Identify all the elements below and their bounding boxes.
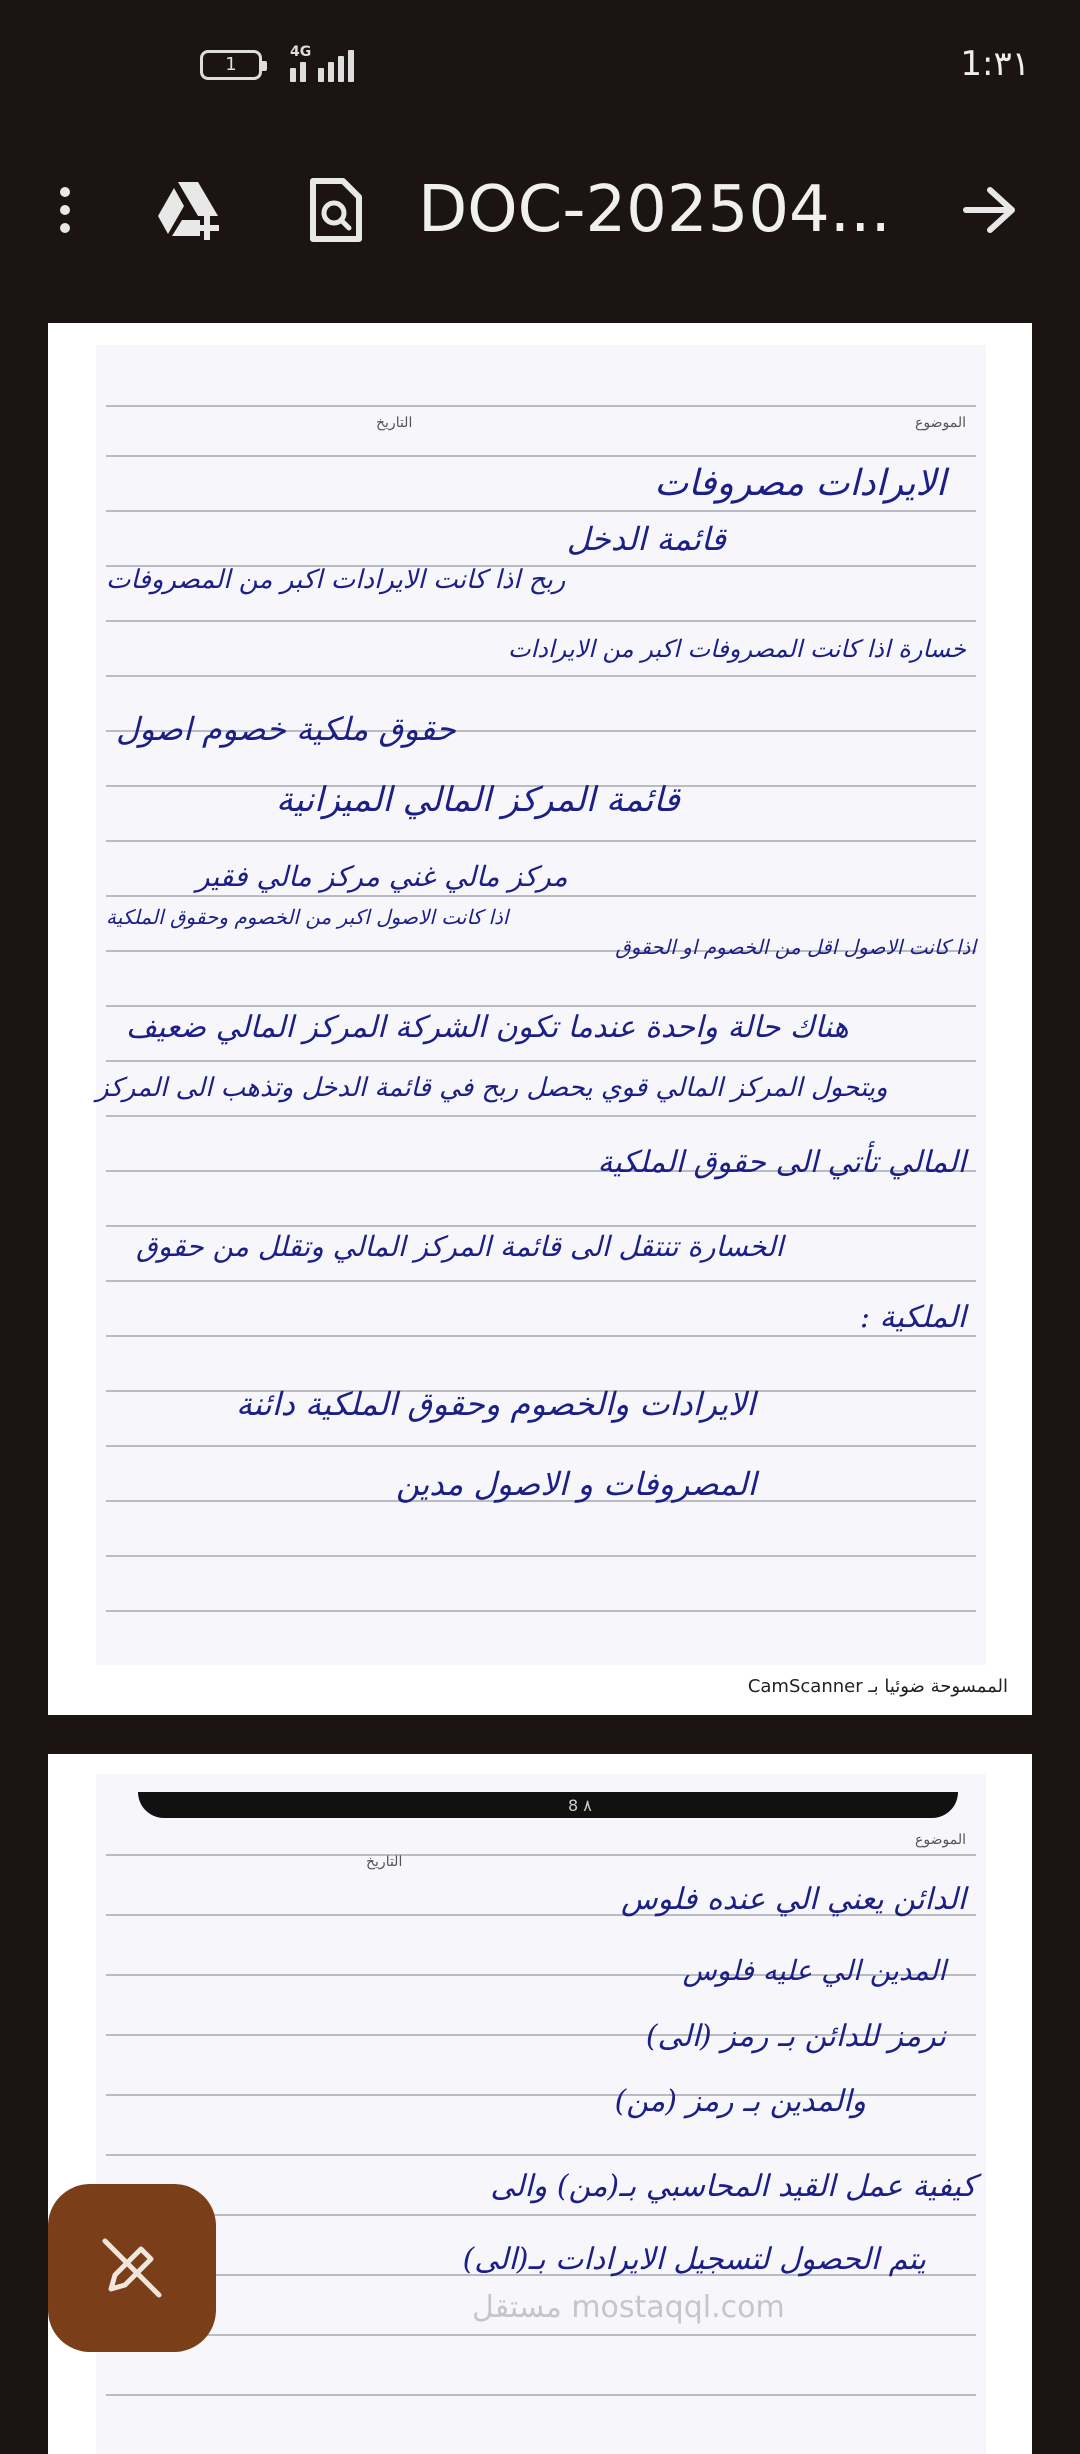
find-in-page-icon[interactable] [295, 170, 375, 250]
note-line: قائمة المركز المالي الميزانية [276, 780, 680, 820]
date-label: التاريخ [376, 415, 413, 431]
edit-off-button[interactable] [48, 2184, 216, 2352]
watermark: مستقل mostaqql.com [472, 2290, 785, 2325]
clock: 1:٣١ [960, 44, 1030, 84]
drive-add-icon[interactable] [150, 170, 230, 250]
note-line: المصروفات و الاصول مدين [396, 1465, 757, 1503]
document-page-1 [48, 323, 1032, 1715]
edit-off-icon [97, 2233, 167, 2303]
scanned-notebook-page [96, 1774, 986, 2454]
document-page-2 [48, 1754, 1032, 2454]
note-line: حقوق ملكية خصوم اصول [116, 710, 456, 748]
subject-label: الموضوع [915, 415, 966, 431]
signal-icon [286, 42, 354, 82]
note-line: اذا كانت الاصول اكبر من الخصوم وحقوق الملكية [106, 905, 509, 929]
network-label: 4G [290, 44, 312, 60]
note-line: ربح اذا كانت الايرادات اكبر من المصروفات [106, 565, 566, 595]
date-label: التاريخ [366, 1854, 403, 1870]
document-title: DOC-202504... [418, 173, 891, 247]
note-line: هناك حالة واحدة عندما تكون الشركة المركز المالي ضعيف [126, 1010, 849, 1045]
page-number: 8 ٨ [568, 1796, 592, 1815]
scanned-notebook-page [96, 345, 986, 1665]
top-app-bar [0, 130, 1080, 290]
note-line: والمدين بـ رمز (من) [614, 2084, 866, 2119]
battery-level: 1 [225, 54, 237, 75]
note-line: اذا كانت الاصول اقل من الخصوم او الحقوق [615, 935, 976, 959]
note-line: المدين الي عليه فلوس [682, 1954, 946, 1987]
camscanner-note: الممسوحة ضوئيا بـ CamScanner [747, 1676, 1008, 1697]
note-line: مركز مالي غني مركز مالي فقير [196, 860, 568, 893]
note-line: قائمة الدخل [566, 520, 726, 558]
note-line: كيفية عمل القيد المحاسبي بـ(من) والى [490, 2169, 976, 2204]
subject-label: الموضوع [915, 1832, 966, 1848]
scan-edge [138, 1792, 958, 1818]
note-line: نرمز للدائن بـ رمز (الى) [645, 2019, 946, 2054]
kebab-menu-icon[interactable] [25, 170, 105, 250]
arrow-right-icon[interactable] [950, 170, 1030, 250]
note-line: الملكية : [859, 1300, 966, 1335]
note-line: الايرادات والخصوم وحقوق الملكية دائنة [236, 1385, 756, 1423]
battery-icon [200, 50, 262, 80]
note-line: الخسارة تنتقل الى قائمة المركز المالي وتقلل من حقوق [136, 1230, 784, 1263]
note-line: الدائن يعني الي عنده فلوس [620, 1882, 966, 1917]
note-line: ويتحول المركز المالي قوي يحصل ربح في قائمة الدخل وتذهب الى المركز [96, 1073, 888, 1103]
status-bar [0, 0, 1080, 130]
note-line: الايرادات مصروفات [654, 463, 946, 504]
note-line: المالي تأتي الى حقوق الملكية [597, 1145, 966, 1180]
note-line: يتم الحصول لتسجيل الايرادات بـ(الى) [462, 2242, 926, 2277]
note-line: خسارة اذا كانت المصروفات اكبر من الايرادات [508, 635, 966, 663]
